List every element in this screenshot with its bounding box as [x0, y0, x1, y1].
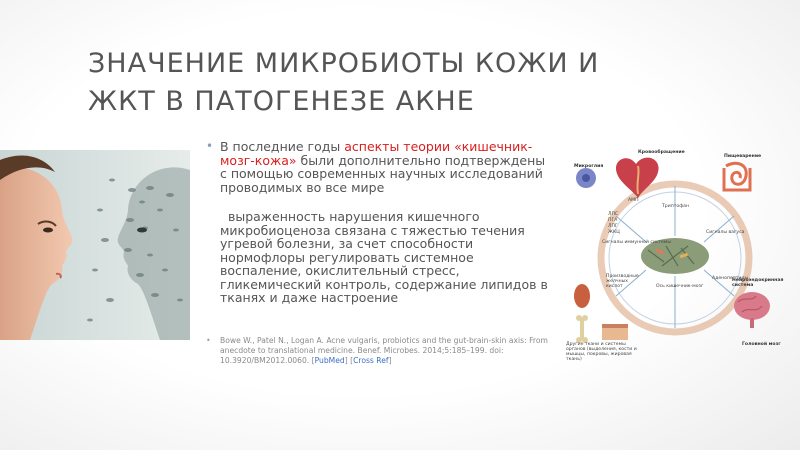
label-adenopeptides: Аденопептиды	[712, 276, 749, 281]
crossref-link[interactable]: Cross Ref	[353, 356, 389, 365]
title-line-1: ЗНАЧЕНИЕ МИКРОБИОТЫ КОЖИ И	[88, 48, 600, 79]
label-bile-acid: Производные желчных кислот	[606, 274, 639, 289]
face-microbiome-illustration	[0, 150, 190, 340]
label-neuroendocrine: Нейроэндокринная система	[732, 278, 784, 288]
bullet-paragraph-1	[206, 140, 551, 194]
label-axis: Ось кишечник-мозг	[656, 284, 704, 289]
reference: • Bowe W., Patel N., Logan A. Acne vulgaris, probiotics and the gut-brain-skin axis: From anecdote to translational medicine. Benef. Microbes. 2014;5:185–199. doi: 10.3920/BM2012.0060. [PubMed] [Cross Ref]	[206, 336, 548, 365]
highlight-aspects: аспекты теории	[344, 139, 451, 154]
label-tryptophan: Триптофан	[662, 204, 689, 209]
label-pga: ПГА	[608, 218, 618, 223]
gut-brain-skin-diagram	[566, 146, 784, 364]
title-line-2: ЖКТ В ПАТОГЕНЕЗЕ АКНЕ	[88, 86, 475, 117]
label-lpg: ЛПГ	[608, 224, 618, 229]
reference-text: Bowe W., Patel N., Logan A. Acne vulgaris, probiotics and the gut-brain-skin axis: From anecdote to translational medicine. Benef. Microbes. 2014;5:185–199. doi: 10.3920/BM2012.0060.	[220, 336, 548, 365]
bullet-prefix: В последние годы	[220, 139, 345, 154]
label-blood-circulation: Кровообращение	[638, 150, 685, 155]
pubmed-link[interactable]: PubMed	[314, 356, 345, 365]
label-amp-left: АМП	[628, 198, 639, 203]
highlight-axis: «кишечник-мозг-кожа»	[220, 139, 533, 168]
main-bullet	[206, 140, 551, 305]
label-immune-signals: Сигналы иммунной системы	[602, 240, 671, 245]
paragraph-2-text: выраженность нарушения кишечного микробиоценоза связана с тяжестью течения угревой болезни, за счет способности нормофлоры регулировать системное воспаление, окислительный стресс, гликемический контроль, содержание липидов в тканях и даже настроение	[220, 209, 548, 305]
reference-bullet-marker: •	[206, 336, 211, 345]
label-other-systems: Другие ткани и системы органов (выделения, кости и мышцы, покровы, жировая ткань)	[566, 342, 637, 362]
label-microglia: Микроглия	[574, 164, 604, 169]
label-digestion: Пищеварение	[724, 154, 762, 159]
bullet-marker: •	[206, 139, 214, 153]
label-zhkk: ЖКЦ	[608, 230, 620, 235]
slide-title	[88, 45, 728, 121]
label-vagus-signals: Сигналы вагуса	[706, 230, 745, 235]
bullet-rest: были дополнительно подтверждены с помощью современных научных исследований проводимых во все мире	[220, 152, 546, 195]
label-brain: Головной мозг	[742, 342, 781, 347]
label-lps: ЛПС	[608, 212, 619, 217]
bullet-paragraph-2	[206, 210, 551, 305]
